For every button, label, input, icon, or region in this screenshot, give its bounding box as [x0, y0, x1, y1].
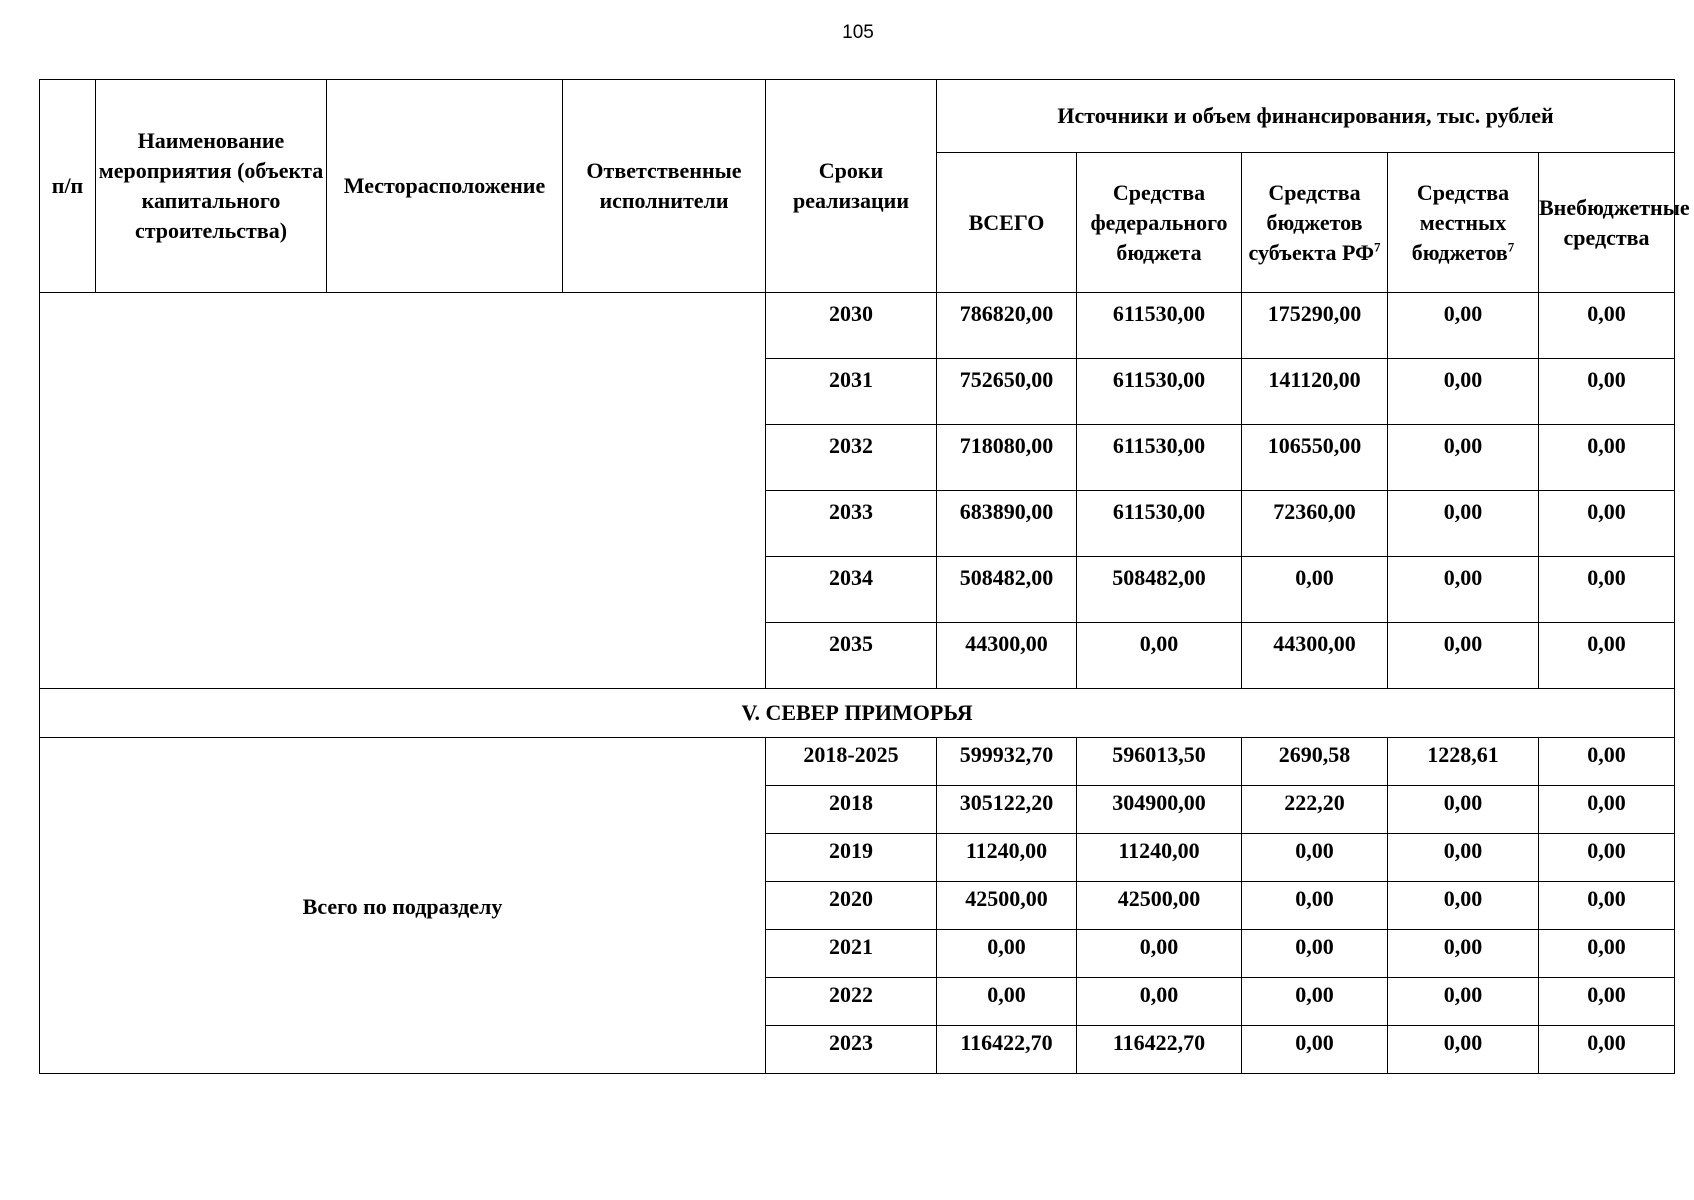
header-location: Месторасположение	[327, 80, 563, 293]
table-row	[40, 738, 1675, 786]
total-cell: 599932,70	[937, 738, 1077, 786]
regional-cell: 2690,58	[1242, 738, 1388, 786]
local-cell: 0,00	[1388, 834, 1539, 882]
federal-cell: 611530,00	[1077, 425, 1242, 491]
local-cell: 0,00	[1388, 293, 1539, 359]
federal-cell: 611530,00	[1077, 293, 1242, 359]
regional-cell: 72360,00	[1242, 491, 1388, 557]
extra-cell: 0,00	[1539, 623, 1675, 689]
total-cell: 42500,00	[937, 882, 1077, 930]
financing-table	[39, 79, 1690, 1074]
header-regional: Средства бюджетов субъекта $РФ^7$	[1242, 153, 1388, 293]
page-number: 105	[842, 22, 874, 43]
regional-cell: 222,20	[1242, 786, 1388, 834]
total-cell: 116422,70	[937, 1026, 1077, 1074]
total-cell: 718080,00	[937, 425, 1077, 491]
extra-cell: 0,00	[1539, 425, 1675, 491]
year-cell: 2035	[766, 623, 937, 689]
regional-cell: 0,00	[1242, 1026, 1388, 1074]
regional-cell: 0,00	[1242, 978, 1388, 1026]
local-cell: 0,00	[1388, 425, 1539, 491]
federal-cell: 42500,00	[1077, 882, 1242, 930]
local-cell: 1228,61	[1388, 738, 1539, 786]
regional-cell: 0,00	[1242, 557, 1388, 623]
regional-cell: 0,00	[1242, 834, 1388, 882]
total-cell: 752650,00	[937, 359, 1077, 425]
local-cell: 0,00	[1388, 786, 1539, 834]
federal-cell: 116422,70	[1077, 1026, 1242, 1074]
extra-cell: 0,00	[1539, 978, 1675, 1026]
federal-cell: 304900,00	[1077, 786, 1242, 834]
federal-cell: 596013,50	[1077, 738, 1242, 786]
section-title: V. СЕВЕР ПРИМОРЬЯ	[40, 689, 1675, 738]
extra-cell: 0,00	[1539, 359, 1675, 425]
header-executors: Ответственные исполнители	[563, 80, 766, 293]
year-cell: 2033	[766, 491, 937, 557]
regional-cell: 0,00	[1242, 882, 1388, 930]
local-cell: 0,00	[1388, 557, 1539, 623]
header-funding-group: Источники и объем финансирования, тыс. рублей	[937, 80, 1675, 153]
federal-cell: 0,00	[1077, 930, 1242, 978]
year-cell: 2018	[766, 786, 937, 834]
year-cell: 2023	[766, 1026, 937, 1074]
regional-cell: 0,00	[1242, 930, 1388, 978]
extra-cell: 0,00	[1539, 882, 1675, 930]
regional-cell: 141120,00	[1242, 359, 1388, 425]
header-num: п/п	[40, 80, 96, 293]
total-cell: 683890,00	[937, 491, 1077, 557]
local-cell: 0,00	[1388, 882, 1539, 930]
year-cell: 2034	[766, 557, 937, 623]
year-cell: 2032	[766, 425, 937, 491]
extra-cell: 0,00	[1539, 930, 1675, 978]
year-cell: 2030	[766, 293, 937, 359]
total-cell: 508482,00	[937, 557, 1077, 623]
header-local: Средства местных бюджетов$^7$	[1388, 153, 1539, 293]
extra-cell: 0,00	[1539, 557, 1675, 623]
section-row	[40, 689, 1675, 738]
total-cell: 305122,20	[937, 786, 1077, 834]
table-row	[40, 293, 1675, 359]
total-cell: 44300,00	[937, 623, 1077, 689]
header-name: Наименование мероприятия (объекта капитального строительства)	[96, 80, 327, 293]
extra-cell: 0,00	[1539, 834, 1675, 882]
blank-merged-cell	[40, 293, 766, 689]
year-cell: 2019	[766, 834, 937, 882]
year-cell: 2031	[766, 359, 937, 425]
extra-cell: 0,00	[1539, 293, 1675, 359]
subtotal-label: Всего по подразделу	[40, 738, 766, 1074]
federal-cell: 508482,00	[1077, 557, 1242, 623]
year-cell: 2021	[766, 930, 937, 978]
extra-cell: 0,00	[1539, 786, 1675, 834]
header-total: ВСЕГО	[937, 153, 1077, 293]
federal-cell: 611530,00	[1077, 491, 1242, 557]
local-cell: 0,00	[1388, 978, 1539, 1026]
federal-cell: 611530,00	[1077, 359, 1242, 425]
federal-cell: 0,00	[1077, 978, 1242, 1026]
regional-cell: 44300,00	[1242, 623, 1388, 689]
extra-cell: 0,00	[1539, 491, 1675, 557]
year-cell: 2018-2025	[766, 738, 937, 786]
local-cell: 0,00	[1388, 359, 1539, 425]
total-cell: 0,00	[937, 930, 1077, 978]
total-cell: 0,00	[937, 978, 1077, 1026]
header-terms: Сроки реализации	[766, 80, 937, 293]
local-cell: 0,00	[1388, 1026, 1539, 1074]
footnote-mark: 7	[1373, 239, 1381, 255]
local-cell: 0,00	[1388, 930, 1539, 978]
federal-cell: 11240,00	[1077, 834, 1242, 882]
total-cell: 11240,00	[937, 834, 1077, 882]
header-extra: Внебюджетные средства	[1539, 153, 1675, 293]
local-cell: 0,00	[1388, 491, 1539, 557]
federal-cell: 0,00	[1077, 623, 1242, 689]
footnote-mark: 7	[1507, 239, 1515, 255]
extra-cell: 0,00	[1539, 1026, 1675, 1074]
regional-cell: 106550,00	[1242, 425, 1388, 491]
regional-cell: 175290,00	[1242, 293, 1388, 359]
total-cell: 786820,00	[937, 293, 1077, 359]
year-cell: 2022	[766, 978, 937, 1026]
local-cell: 0,00	[1388, 623, 1539, 689]
extra-cell: 0,00	[1539, 738, 1675, 786]
header-federal: Средства федерального бюджета	[1077, 153, 1242, 293]
year-cell: 2020	[766, 882, 937, 930]
